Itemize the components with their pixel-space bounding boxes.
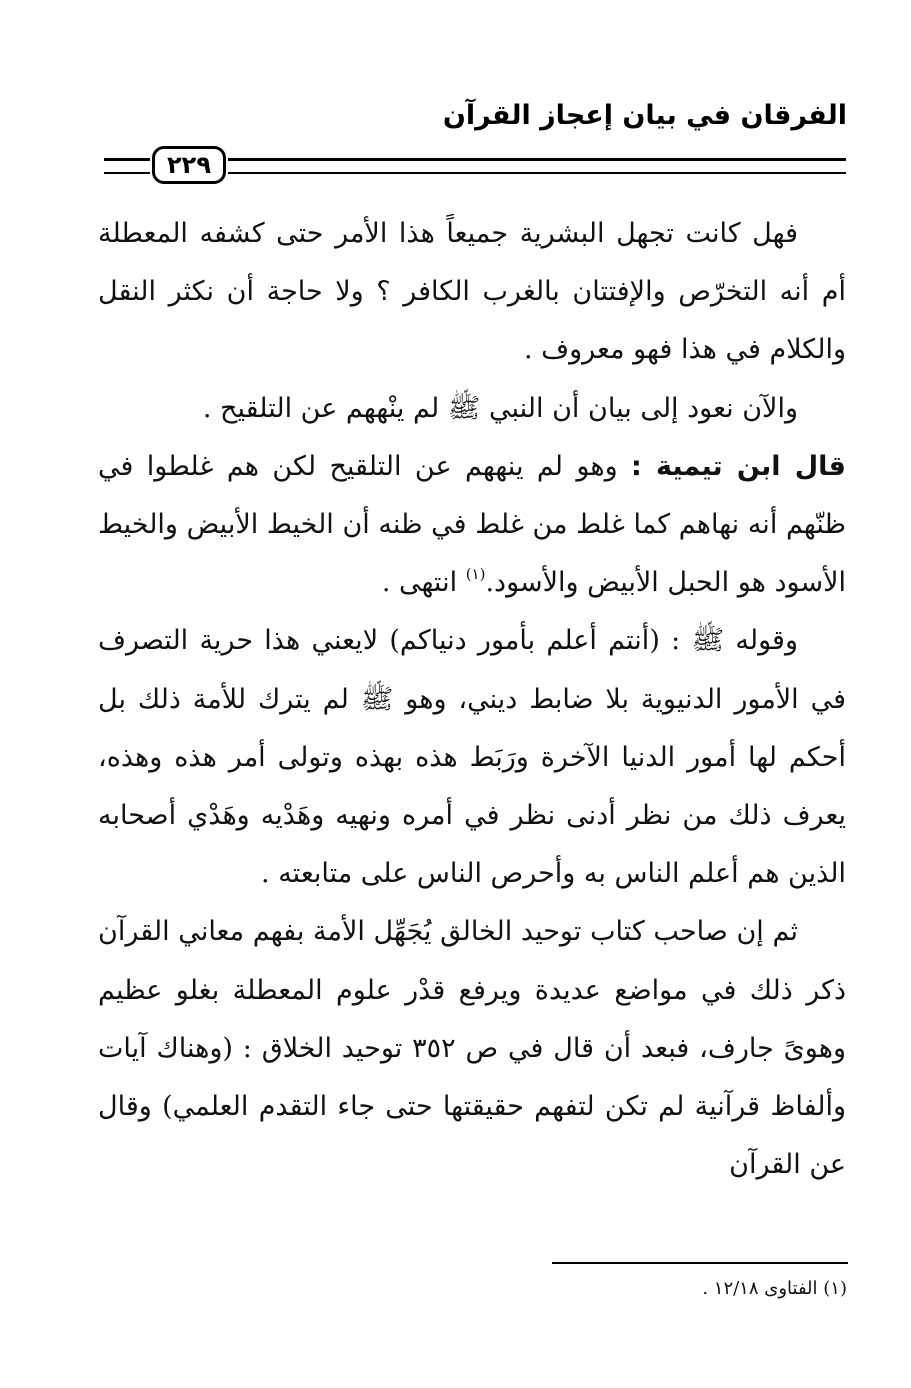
paragraph-5: ثم إن صاحب كتاب توحيد الخالق يُجَهِّل الأمة بفهم معاني القرآن ذكر ذلك في مواضع عديدة ويرفع قدْر علوم المعطلة بغلو عظيم وهوىً جارف، فبعد أن قال في ص ٣٥٢ توحيد الخلاق : (وهناك آيات وألفاظ قرآنية لم تكن لتفهم حقيقتها حتى جاء التقدم العلمي) وقال عن القرآن: [98, 916, 846, 1181]
quote-text: وهو لم ينههم عن التلقيح لكن هم غلطوا في ظنّهم أنه نهاهم كما غلط من غلط في ظنه أن الخيط الأبيض والخيط الأسود هو الحبل الأبيض والأسود.: [98, 450, 846, 599]
paragraph-2: والآن نعود إلى بيان أن النبي ﷺ لم ينْههم عن التلقيح .: [202, 392, 798, 424]
page-number: ٢٢٩: [167, 151, 211, 179]
quote-attribution: قال ابن تيمية :: [631, 450, 846, 482]
header-rule-top-left: [104, 158, 150, 161]
header-rule-bottom-right: [228, 172, 846, 174]
page-number-box: [152, 146, 226, 184]
paragraph-4: وقوله ﷺ : (أنتم أعلم بأمور دنياكم) لايعني هذا حرية التصرف في الأمور الدنيوية بلا ضابط ديني، وهو ﷺ لم يترك للأمة ذلك بل أحكم لها أمور الدنيا الآخرة ورَبَط هذه بهذه وتولى أمر هذه وهذه، يعرف ذلك من نظر أدنى نظر في أمره ونهيه وهَدْيه وهَدْي أصحابه الذين هم أعلم الناس به وأحرص الناس على متابعته .: [98, 625, 846, 890]
footnote-separator: [552, 1262, 848, 1264]
header-rule-top-right: [228, 158, 846, 161]
running-title: الفرقان في بيان إعجاز القرآن: [442, 100, 847, 131]
main-text: [98, 205, 846, 1194]
paragraph-3: [98, 438, 846, 613]
header-rule-bottom-left: [104, 172, 150, 174]
quote-end: انتهى .: [381, 567, 466, 599]
footnote-marker: (١): [465, 565, 486, 584]
footnote: (١) الفتاوى ١٢/١٨ .: [702, 1278, 847, 1299]
paragraph-1: فهل كانت تجهل البشرية جميعاً هذا الأمر حتى كشفه المعطلة أم أنه التخرّص والإفتتان بالغرب الكافر ؟ ولا حاجة أن نكثر النقل والكلام في هذا فهو معروف .: [98, 218, 846, 366]
